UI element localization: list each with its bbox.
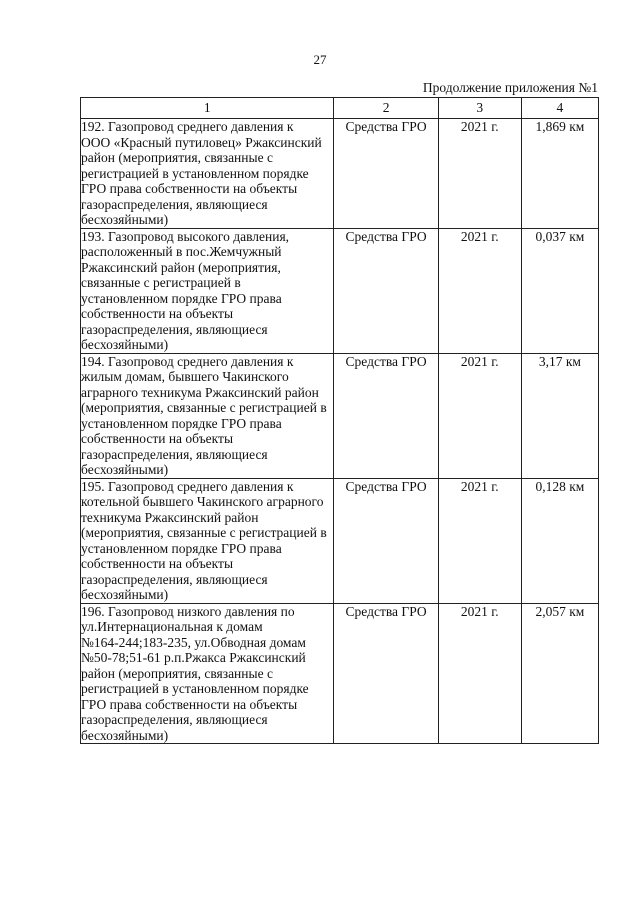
- description-line: бесхозяйными): [81, 337, 169, 352]
- description-line: газораспределения, являющиеся: [81, 196, 268, 212]
- description-line: котельной бывшего Чакинского аграрного: [81, 494, 324, 509]
- funding-source-cell: Средства ГРО: [334, 353, 438, 478]
- funding-source-cell: Средства ГРО: [334, 228, 438, 353]
- description-line: бесхозяйными): [81, 727, 169, 743]
- description-line: 193. Газопровод высокого давления,: [81, 228, 290, 244]
- description-line: бесхозяйными): [81, 212, 169, 227]
- description-line: техникума Ржаксинский район: [81, 509, 259, 525]
- description-line: регистрацией в установленном порядке: [81, 165, 309, 181]
- length-cell: 2,057 км: [521, 603, 598, 744]
- description-line: ГРО права собственности на объекты: [81, 181, 298, 196]
- column-header: 4: [521, 98, 598, 119]
- length-cell: 0,037 км: [521, 228, 598, 353]
- description-cell: [81, 353, 334, 478]
- description-line: 196. Газопровод низкого давления по: [81, 603, 295, 619]
- table-row: [81, 119, 599, 229]
- description-line: регистрацией в установленном порядке: [81, 681, 309, 696]
- description-line: (мероприятия, связанные с регистрацией в: [81, 525, 327, 540]
- description-line: бесхозяйными): [81, 587, 169, 602]
- description-line: газораспределения, являющиеся: [81, 321, 268, 337]
- description-line: газораспределения, являющиеся: [81, 712, 268, 727]
- description-line: №50-78;51-61 р.п.Ржакса Ржаксинский: [81, 650, 306, 665]
- funding-source-cell: Средства ГРО: [334, 119, 438, 229]
- description-line: собственности на объекты: [81, 431, 234, 446]
- table-header-row: [81, 98, 599, 119]
- description-line: жилым домам, бывшего Чакинского: [81, 369, 289, 384]
- description-line: район (мероприятия, связанные с: [81, 150, 273, 165]
- year-cell: 2021 г.: [438, 603, 521, 744]
- year-cell: 2021 г.: [438, 478, 521, 603]
- description-line: №164-244;183-235, ул.Обводная домам: [81, 634, 306, 650]
- description-line: (мероприятия, связанные с регистрацией в: [81, 400, 327, 415]
- table-row: [81, 478, 599, 603]
- year-cell: 2021 г.: [438, 228, 521, 353]
- description-line: ГРО права собственности на объекты: [81, 696, 298, 712]
- description-cell: [81, 228, 334, 353]
- length-cell: 1,869 км: [521, 119, 598, 229]
- description-cell: [81, 478, 334, 603]
- description-line: газораспределения, являющиеся: [81, 446, 268, 462]
- year-cell: 2021 г.: [438, 119, 521, 229]
- description-line: установленном порядке ГРО права: [81, 290, 282, 306]
- column-header: 1: [81, 98, 334, 119]
- description-line: связанные с регистрацией в: [81, 275, 241, 290]
- description-line: Ржаксинский район (мероприятия,: [81, 259, 281, 275]
- description-line: район (мероприятия, связанные с: [81, 665, 273, 681]
- year-cell: 2021 г.: [438, 353, 521, 478]
- description-line: газораспределения, являющиеся: [81, 571, 268, 587]
- column-header: 2: [334, 98, 438, 119]
- description-line: 192. Газопровод среднего давления к: [81, 119, 294, 134]
- continuation-label: Продолжение приложения №1: [422, 80, 598, 95]
- page-number: 27: [313, 52, 327, 67]
- appendix-table: [80, 97, 599, 744]
- column-header: 3: [438, 98, 521, 119]
- table-row: [81, 228, 599, 353]
- description-line: установленном порядке ГРО права: [81, 540, 282, 556]
- description-cell: [81, 603, 334, 744]
- description-line: установленном порядке ГРО права: [81, 415, 282, 431]
- description-cell: [81, 119, 334, 229]
- length-cell: 0,128 км: [521, 478, 598, 603]
- description-line: ООО «Красный путиловец» Ржаксинский: [81, 134, 322, 150]
- table-row: [81, 603, 599, 744]
- description-line: 195. Газопровод среднего давления к: [81, 478, 294, 494]
- funding-source-cell: Средства ГРО: [334, 603, 438, 744]
- funding-source-cell: Средства ГРО: [334, 478, 438, 603]
- description-line: собственности на объекты: [81, 306, 234, 321]
- description-line: бесхозяйными): [81, 462, 169, 477]
- description-line: ул.Интернациональная к домам: [81, 619, 263, 634]
- table-row: [81, 353, 599, 478]
- description-line: 194. Газопровод среднего давления к: [81, 353, 294, 369]
- length-cell: 3,17 км: [521, 353, 598, 478]
- description-line: собственности на объекты: [81, 556, 234, 571]
- description-line: расположенный в пос.Жемчужный: [81, 244, 282, 259]
- description-line: аграрного техникума Ржаксинский район: [81, 384, 319, 400]
